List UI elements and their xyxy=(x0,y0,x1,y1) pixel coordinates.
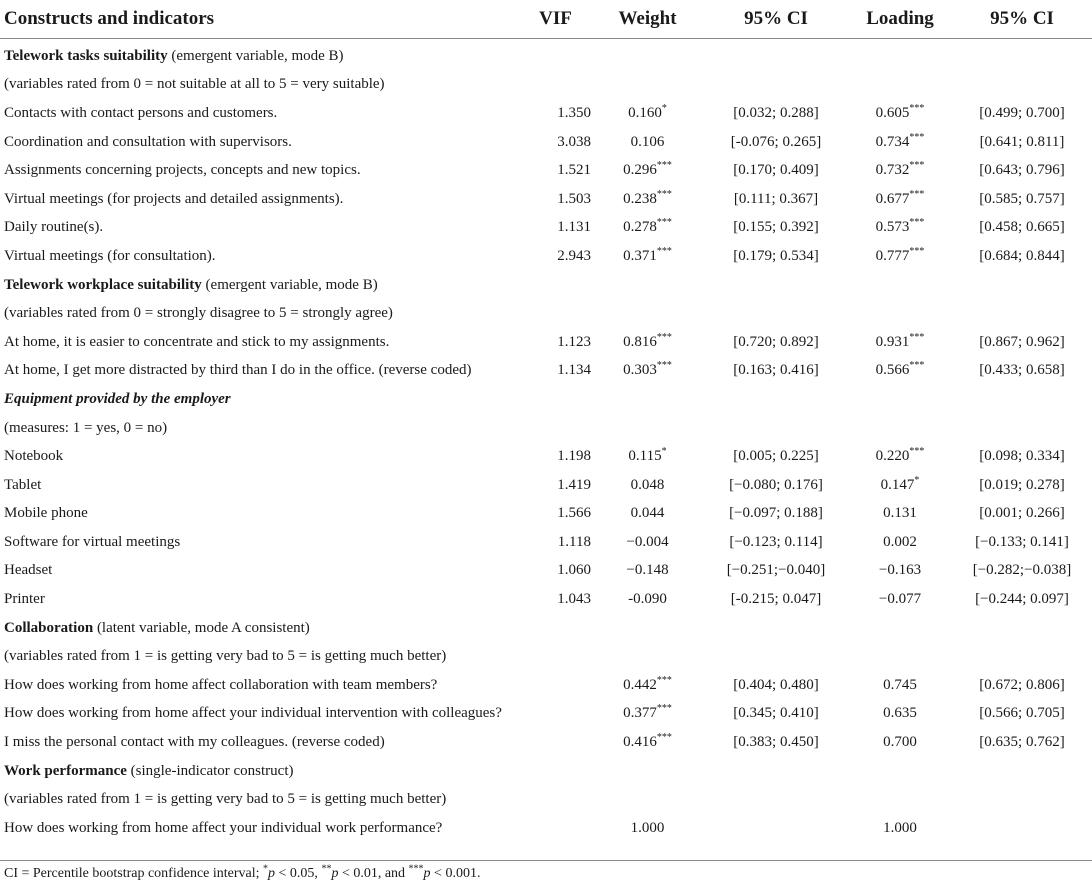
weight-cell xyxy=(591,471,704,500)
ci-loading-cell-value: [−0.282;−0.038] xyxy=(972,562,1072,579)
indicator-label xyxy=(0,728,520,757)
loading-cell xyxy=(848,442,952,471)
table-row xyxy=(0,128,1092,157)
table-row xyxy=(0,585,1092,614)
section-subtitle: (single-indicator construct) xyxy=(126,762,294,779)
indicator-label-value: Mobile phone xyxy=(4,505,88,522)
ci-weight-cell xyxy=(704,442,848,471)
ci-weight-cell xyxy=(704,585,848,614)
indicator-label-value: Daily routine(s). xyxy=(4,219,104,236)
table-row xyxy=(0,328,1092,357)
table-row xyxy=(0,700,1092,729)
loading-cell xyxy=(848,242,952,271)
ci-weight-cell-value: [-0.076; 0.265] xyxy=(730,133,822,150)
ci-weight-cell-value: [0.170; 0.409] xyxy=(733,162,819,179)
indicator-label-value: How does working from home affect your individual work performance? xyxy=(4,819,443,836)
header-ci-loading: 95% CI xyxy=(952,0,1092,39)
weight-cell xyxy=(591,442,704,471)
ci-loading-cell xyxy=(952,528,1092,557)
significance-marker: *** xyxy=(909,160,925,172)
weight-cell-value: 0.048 xyxy=(630,476,665,493)
ci-loading-cell-value: [0.499; 0.700] xyxy=(979,104,1065,121)
vif-cell-value: 1.521 xyxy=(557,162,591,179)
significance-marker: *** xyxy=(656,674,672,686)
vif-cell-value: 1.350 xyxy=(557,104,591,121)
ci-weight-cell-value: [0.404; 0.480] xyxy=(733,676,819,693)
indicator-label-value: Software for virtual meetings xyxy=(4,533,181,550)
weight-cell xyxy=(591,814,704,843)
loading-cell xyxy=(848,214,952,243)
vif-cell xyxy=(520,671,591,700)
table-row xyxy=(0,185,1092,214)
vif-cell xyxy=(520,185,591,214)
ci-weight-cell xyxy=(704,185,848,214)
scale-note: (variables rated from 0 = strongly disagree to 5 = strongly agree) xyxy=(4,305,393,322)
weight-cell-value: 0.238 xyxy=(623,190,657,207)
section-title: Telework workplace suitability xyxy=(4,276,202,293)
weight-cell-value: −0.004 xyxy=(626,533,669,550)
ci-loading-cell-value: [0.098; 0.334] xyxy=(979,448,1065,465)
vif-cell-value: 1.198 xyxy=(557,448,591,465)
vif-cell xyxy=(520,357,591,386)
indicator-label xyxy=(0,328,520,357)
footnote xyxy=(4,863,481,882)
weight-cell xyxy=(591,528,704,557)
ci-loading-cell xyxy=(952,185,1092,214)
loading-cell xyxy=(848,128,952,157)
indicator-label-value: Virtual meetings (for projects and detailed assignments). xyxy=(4,190,344,207)
ci-weight-cell xyxy=(704,242,848,271)
footnote-p: p xyxy=(331,866,339,881)
significance-marker: *** xyxy=(656,245,672,257)
weight-cell xyxy=(591,328,704,357)
ci-loading-cell-value: [0.867; 0.962] xyxy=(979,333,1065,350)
ci-weight-cell-value: [-0.215; 0.047] xyxy=(730,591,822,608)
note-row xyxy=(0,71,1092,100)
footnote-sig: ** xyxy=(321,863,332,875)
ci-weight-cell-value: [−0.080; 0.176] xyxy=(729,476,823,493)
section-heading xyxy=(0,271,1092,300)
vif-cell xyxy=(520,585,591,614)
loading-cell-value: 0.147 xyxy=(880,476,915,493)
indicator-label xyxy=(0,128,520,157)
ci-weight-cell-value: [−0.251;−0.040] xyxy=(726,562,826,579)
section-heading xyxy=(0,757,1092,786)
vif-cell-value: 1.118 xyxy=(557,533,591,550)
vif-cell-value: 2.943 xyxy=(557,247,591,264)
weight-cell-value: -0.090 xyxy=(628,591,667,608)
ci-loading-cell-value: [0.001; 0.266] xyxy=(979,505,1065,522)
significance-marker: *** xyxy=(656,732,672,744)
vif-cell-value: 1.134 xyxy=(557,362,591,379)
weight-cell-value: −0.148 xyxy=(626,562,669,579)
indicator-label-value: Headset xyxy=(4,562,53,579)
table-row xyxy=(0,528,1092,557)
weight-cell-value: 0.278 xyxy=(623,219,657,236)
ci-loading-cell-value: [0.585; 0.757] xyxy=(979,190,1065,207)
indicator-label-value: At home, I get more distracted by third than I do in the office. (reverse coded) xyxy=(4,362,472,379)
weight-cell xyxy=(591,242,704,271)
ci-loading-cell-value: [0.684; 0.844] xyxy=(979,247,1065,264)
weight-cell xyxy=(591,500,704,529)
weight-cell-value: 0.371 xyxy=(623,247,657,264)
loading-cell-value: 0.677 xyxy=(875,190,910,207)
weight-cell-value: 0.296 xyxy=(623,162,657,179)
footnote-text: < 0.05, xyxy=(275,866,322,881)
indicator-label-value: Notebook xyxy=(4,448,64,465)
section-row xyxy=(0,757,1092,786)
footnote-text: < 0.01, and xyxy=(338,866,409,881)
weight-cell xyxy=(591,185,704,214)
weight-cell xyxy=(591,700,704,729)
note-row xyxy=(0,642,1092,671)
weight-cell xyxy=(591,585,704,614)
section-row xyxy=(0,271,1092,300)
footnote-p: p xyxy=(268,866,276,881)
indicator-label-value: Virtual meetings (for consultation). xyxy=(4,247,216,264)
loading-cell xyxy=(848,814,952,843)
note-row xyxy=(0,414,1092,443)
weight-cell-value: 0.044 xyxy=(630,505,665,522)
ci-loading-cell-value: [0.458; 0.665] xyxy=(979,219,1065,236)
section-subtitle: (emergent variable, mode B) xyxy=(201,276,378,293)
note-row xyxy=(0,299,1092,328)
ci-loading-cell xyxy=(952,671,1092,700)
table-row xyxy=(0,214,1092,243)
loading-cell-value: 0.131 xyxy=(883,505,917,522)
ci-weight-cell-value: [−0.123; 0.114] xyxy=(729,533,823,550)
section-title: Equipment provided by the employer xyxy=(4,390,231,407)
section-row xyxy=(0,385,1092,414)
ci-weight-cell-value: [0.345; 0.410] xyxy=(733,705,819,722)
table-row xyxy=(0,471,1092,500)
footnote-text: < 0.001. xyxy=(430,866,481,881)
significance-marker: *** xyxy=(909,360,925,372)
indicator-label-value: How does working from home affect collaboration with team members? xyxy=(4,676,438,693)
indicator-label xyxy=(0,471,520,500)
ci-loading-cell xyxy=(952,557,1092,586)
loading-cell-value: 0.566 xyxy=(875,362,910,379)
indicator-label xyxy=(0,214,520,243)
ci-loading-cell xyxy=(952,242,1092,271)
table-row xyxy=(0,156,1092,185)
section-subtitle: (emergent variable, mode B) xyxy=(167,47,344,64)
weight-cell-value: 0.303 xyxy=(623,362,657,379)
indicator-label xyxy=(0,585,520,614)
indicator-label xyxy=(0,557,520,586)
loading-cell xyxy=(848,585,952,614)
section-title: Telework tasks suitability xyxy=(4,47,168,64)
loading-cell xyxy=(848,357,952,386)
loading-cell-value: −0.163 xyxy=(878,562,922,579)
significance-marker: *** xyxy=(909,102,925,114)
loading-cell xyxy=(848,728,952,757)
weight-cell xyxy=(591,128,704,157)
ci-weight-cell xyxy=(704,671,848,700)
ci-weight-cell-value: [0.005; 0.225] xyxy=(733,448,819,465)
ci-loading-cell xyxy=(952,214,1092,243)
loading-cell-value: −0.077 xyxy=(878,591,922,608)
table-row xyxy=(0,357,1092,386)
loading-cell xyxy=(848,528,952,557)
table-row xyxy=(0,242,1092,271)
indicator-label-value: Assignments concerning projects, concepts and new topics. xyxy=(4,162,361,179)
weight-cell xyxy=(591,99,704,128)
loading-cell-value: 0.745 xyxy=(883,676,917,693)
indicator-label xyxy=(0,442,520,471)
loading-cell xyxy=(848,156,952,185)
table-row xyxy=(0,671,1092,700)
ci-weight-cell-value: [0.155; 0.392] xyxy=(733,219,819,236)
ci-loading-cell xyxy=(952,585,1092,614)
significance-marker: *** xyxy=(909,446,925,458)
indicator-label xyxy=(0,814,520,843)
indicator-label-value: Tablet xyxy=(4,476,42,493)
table-row xyxy=(0,557,1092,586)
significance-marker: *** xyxy=(656,188,672,200)
vif-cell xyxy=(520,242,591,271)
vif-cell xyxy=(520,500,591,529)
ci-weight-cell xyxy=(704,814,848,843)
section-row xyxy=(0,614,1092,643)
ci-weight-cell-value: [0.163; 0.416] xyxy=(733,362,819,379)
ci-weight-cell xyxy=(704,471,848,500)
header-weight: Weight xyxy=(591,0,704,39)
vif-cell xyxy=(520,214,591,243)
ci-weight-cell xyxy=(704,728,848,757)
ci-weight-cell xyxy=(704,328,848,357)
vif-cell xyxy=(520,442,591,471)
ci-weight-cell xyxy=(704,357,848,386)
loading-cell-value: 0.220 xyxy=(875,448,910,465)
loading-cell-value: 0.002 xyxy=(883,533,917,550)
indicator-label xyxy=(0,528,520,557)
indicator-label-value: Printer xyxy=(4,591,45,608)
vif-cell xyxy=(520,528,591,557)
indicator-label-value: Coordination and consultation with supervisors. xyxy=(4,133,292,150)
ci-weight-cell xyxy=(704,128,848,157)
loading-cell xyxy=(848,557,952,586)
weight-cell-value: 0.377 xyxy=(623,705,657,722)
ci-loading-cell xyxy=(952,471,1092,500)
vif-cell xyxy=(520,128,591,157)
loading-cell xyxy=(848,471,952,500)
ci-weight-cell xyxy=(704,156,848,185)
ci-loading-cell xyxy=(952,128,1092,157)
weight-cell xyxy=(591,728,704,757)
table-body xyxy=(0,39,1092,843)
vif-cell-value: 1.503 xyxy=(557,190,591,207)
vif-cell xyxy=(520,471,591,500)
loading-cell-value: 0.635 xyxy=(883,705,917,722)
vif-cell-value: 1.043 xyxy=(557,591,591,608)
significance-marker: *** xyxy=(656,703,672,715)
scale-note: (variables rated from 1 = is getting very bad to 5 = is getting much better) xyxy=(4,791,447,808)
section-heading xyxy=(0,385,1092,414)
scale-note: (variables rated from 0 = not suitable at all to 5 = very suitable) xyxy=(4,76,385,93)
footnote-sig: *** xyxy=(408,863,424,875)
loading-cell-value: 0.732 xyxy=(875,162,910,179)
ci-weight-cell xyxy=(704,528,848,557)
indicator-label-value: I miss the personal contact with my colleagues. (reverse coded) xyxy=(4,734,385,751)
ci-loading-cell-value: [0.433; 0.658] xyxy=(979,362,1065,379)
ci-loading-cell-value: [0.672; 0.806] xyxy=(979,676,1065,693)
ci-loading-cell xyxy=(952,728,1092,757)
header-ci-weight: 95% CI xyxy=(704,0,848,39)
header-constructs: Constructs and indicators xyxy=(0,0,520,39)
weight-cell xyxy=(591,214,704,243)
indicator-label xyxy=(0,156,520,185)
vif-cell-value: 1.131 xyxy=(557,219,591,236)
loading-cell xyxy=(848,671,952,700)
indicator-label xyxy=(0,357,520,386)
loading-cell-value: 0.573 xyxy=(875,219,910,236)
ci-loading-cell xyxy=(952,99,1092,128)
section-subtitle: (latent variable, mode A consistent) xyxy=(93,619,310,636)
vif-cell xyxy=(520,814,591,843)
ci-loading-cell-value: [−0.133; 0.141] xyxy=(975,533,1069,550)
weight-cell-value: 0.160 xyxy=(628,104,662,121)
weight-cell xyxy=(591,557,704,586)
header-row xyxy=(0,0,1092,39)
loading-cell-value: 0.700 xyxy=(883,734,917,751)
ci-loading-cell xyxy=(952,357,1092,386)
weight-cell-value: 1.000 xyxy=(630,819,665,836)
table-row xyxy=(0,728,1092,757)
ci-loading-cell xyxy=(952,700,1092,729)
vif-cell-value: 1.060 xyxy=(557,562,591,579)
ci-weight-cell-value: [0.032; 0.288] xyxy=(733,104,819,121)
ci-loading-cell-value: [0.641; 0.811] xyxy=(979,133,1065,150)
footnote-p: p xyxy=(423,866,431,881)
header-loading: Loading xyxy=(848,0,952,39)
weight-cell xyxy=(591,357,704,386)
vif-cell xyxy=(520,99,591,128)
weight-cell-value: 0.416 xyxy=(623,734,657,751)
ci-loading-cell xyxy=(952,500,1092,529)
significance-marker: *** xyxy=(909,188,925,200)
loading-cell xyxy=(848,99,952,128)
table-row xyxy=(0,814,1092,843)
section-row xyxy=(0,39,1092,71)
table-row xyxy=(0,99,1092,128)
ci-loading-cell-value: [0.566; 0.705] xyxy=(979,705,1065,722)
loading-cell-value: 0.931 xyxy=(875,333,910,350)
ci-loading-cell-value: [−0.244; 0.097] xyxy=(975,591,1069,608)
vif-cell xyxy=(520,557,591,586)
ci-weight-cell-value: [−0.097; 0.188] xyxy=(729,505,823,522)
weight-cell-value: 0.816 xyxy=(623,333,657,350)
ci-loading-cell xyxy=(952,814,1092,843)
indicator-label xyxy=(0,242,520,271)
weight-cell-value: 0.442 xyxy=(623,676,657,693)
ci-loading-cell-value: [0.019; 0.278] xyxy=(979,476,1065,493)
indicator-label xyxy=(0,99,520,128)
indicator-label xyxy=(0,671,520,700)
header-vif: VIF xyxy=(520,0,591,39)
scale-note: (variables rated from 1 = is getting very bad to 5 = is getting much better) xyxy=(4,648,447,665)
ci-weight-cell-value: [0.179; 0.534] xyxy=(733,247,819,264)
ci-weight-cell-value: [0.720; 0.892] xyxy=(733,333,819,350)
ci-loading-cell-value: [0.635; 0.762] xyxy=(979,734,1065,751)
footer-divider xyxy=(0,860,1092,861)
ci-loading-cell xyxy=(952,156,1092,185)
vif-cell-value: 1.419 xyxy=(557,476,591,493)
significance-marker: *** xyxy=(656,160,672,172)
vif-cell-value: 1.123 xyxy=(557,333,591,350)
indicator-label-value: Contacts with contact persons and customers. xyxy=(4,104,278,121)
ci-weight-cell xyxy=(704,557,848,586)
vif-cell xyxy=(520,328,591,357)
significance-marker: *** xyxy=(909,331,925,343)
loading-cell-value: 1.000 xyxy=(883,819,917,836)
significance-marker: *** xyxy=(909,131,925,143)
table-row xyxy=(0,500,1092,529)
section-title: Collaboration xyxy=(4,619,94,636)
indicator-label xyxy=(0,500,520,529)
loading-cell-value: 0.605 xyxy=(875,104,910,121)
note-row xyxy=(0,785,1092,814)
ci-weight-cell-value: [0.111; 0.367] xyxy=(733,190,819,207)
vif-cell xyxy=(520,700,591,729)
scale-note: (measures: 1 = yes, 0 = no) xyxy=(4,419,168,436)
loading-cell-value: 0.734 xyxy=(875,133,910,150)
weight-cell xyxy=(591,671,704,700)
vif-cell xyxy=(520,156,591,185)
section-title: Work performance xyxy=(4,762,127,779)
footnote-sig: * xyxy=(263,863,269,875)
ci-weight-cell xyxy=(704,214,848,243)
vif-cell-value: 1.566 xyxy=(557,505,591,522)
loading-cell xyxy=(848,185,952,214)
weight-cell-value: 0.106 xyxy=(630,133,665,150)
ci-loading-cell-value: [0.643; 0.796] xyxy=(979,162,1065,179)
ci-weight-cell xyxy=(704,500,848,529)
ci-weight-cell xyxy=(704,700,848,729)
section-heading xyxy=(0,39,1092,71)
loading-cell xyxy=(848,500,952,529)
footnote-lead: CI = Percentile bootstrap confidence interval; xyxy=(4,866,264,881)
vif-cell xyxy=(520,728,591,757)
ci-loading-cell xyxy=(952,328,1092,357)
ci-weight-cell xyxy=(704,99,848,128)
indicator-label xyxy=(0,700,520,729)
loading-cell xyxy=(848,700,952,729)
table-row xyxy=(0,442,1092,471)
indicator-label xyxy=(0,185,520,214)
significance-marker: * xyxy=(661,102,667,114)
vif-cell-value: 3.038 xyxy=(557,133,591,150)
loading-cell-value: 0.777 xyxy=(875,247,910,264)
significance-marker: *** xyxy=(909,217,925,229)
weight-cell xyxy=(591,156,704,185)
loading-cell xyxy=(848,328,952,357)
significance-marker: *** xyxy=(656,331,672,343)
indicator-label-value: At home, it is easier to concentrate and stick to my assignments. xyxy=(4,333,390,350)
significance-marker: *** xyxy=(656,217,672,229)
indicator-label-value: How does working from home affect your individual intervention with colleagues? xyxy=(4,705,502,722)
ci-loading-cell xyxy=(952,442,1092,471)
ci-weight-cell-value: [0.383; 0.450] xyxy=(733,734,819,751)
section-heading xyxy=(0,614,1092,643)
significance-marker: * xyxy=(661,446,667,458)
weight-cell-value: 0.115 xyxy=(628,448,662,465)
significance-marker: *** xyxy=(656,360,672,372)
significance-marker: * xyxy=(914,474,920,486)
significance-marker: *** xyxy=(909,245,925,257)
